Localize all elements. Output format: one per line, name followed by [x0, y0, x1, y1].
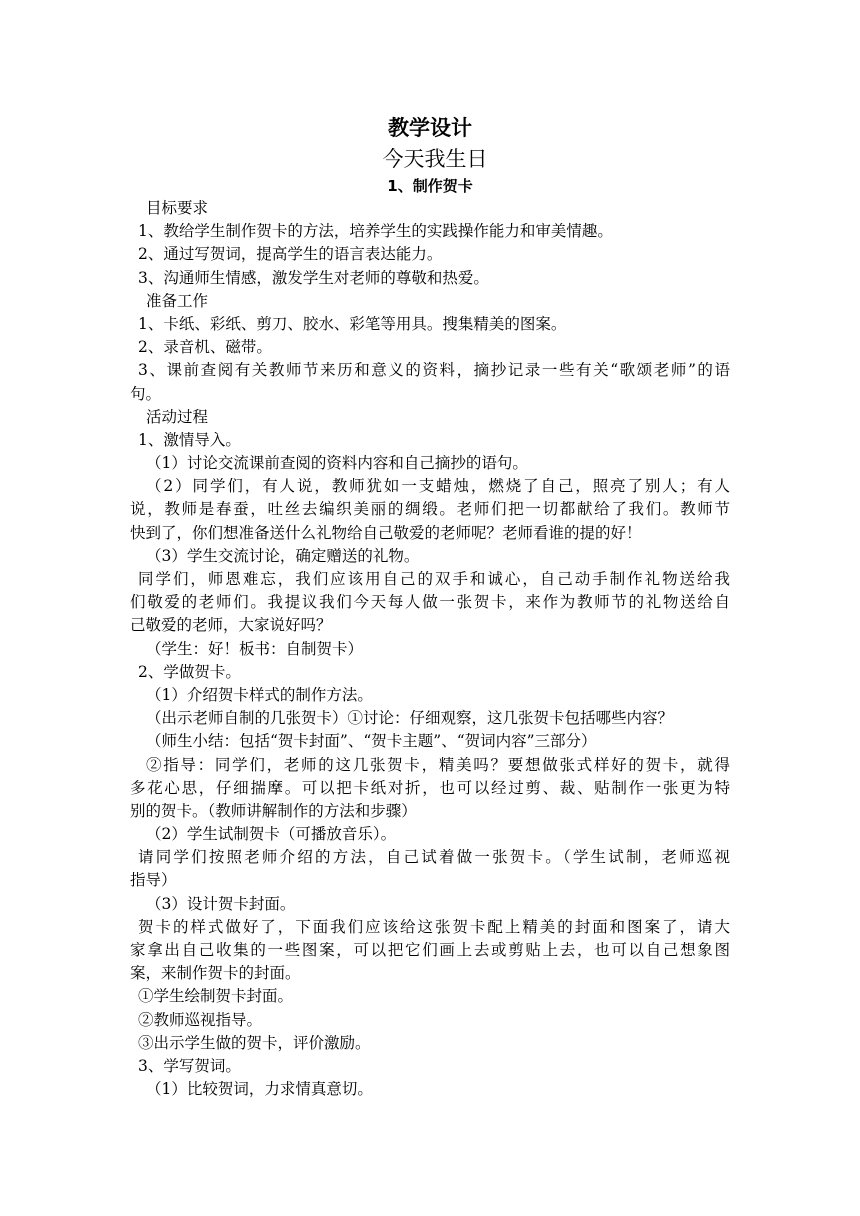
text-line: 1、激情导入。: [138, 430, 241, 449]
text-line: （学生：好！板书：自制贺卡）: [146, 639, 364, 658]
text-line: 1、教给学生制作贺卡的方法，培养学生的实践操作能力和审美情趣。: [138, 222, 613, 241]
text-line: （1）介绍贺卡样式的制作方法。: [146, 685, 373, 704]
text-line: （出示老师自制的几张贺卡）①讨论：仔细观察，这几张贺卡包括哪些内容？: [146, 709, 674, 728]
text-line: ②教师巡视指导。: [138, 1010, 263, 1029]
document-subtitle: 今天我生日: [382, 147, 488, 171]
text-line: 案，来制作贺卡的封面。: [130, 964, 301, 983]
section-title: 1、制作贺卡: [387, 177, 473, 195]
text-line: 目标要求: [146, 199, 209, 217]
text-line: 贺卡的样式做好了，下面我们应该给这张贺卡配上精美的封面和图案了，请大: [138, 917, 730, 936]
text-line: 指导）: [130, 871, 177, 890]
text-line: 多花心思，仔细揣摩。可以把卡纸对折，也可以经过剪、裁、贴制作一张更为特: [130, 778, 730, 797]
text-line: 活动过程: [146, 407, 209, 426]
text-line: 2、录音机、磁带。: [138, 338, 272, 357]
text-line: 快到了，你们想准备送什么礼物给自己敬爱的老师呢？老师看谁的提的好！: [130, 523, 642, 542]
text-line: 3、沟通师生情感，激发学生对老师的尊敬和热爱。: [138, 268, 489, 287]
document-title: 教学设计: [388, 116, 472, 140]
text-line: 3、课前查阅有关教师节来历和意义的资料，摘抄记录一些有关“歌颂老师”的语: [138, 361, 730, 380]
text-line: ③出示学生做的贺卡，评价激励。: [138, 1033, 371, 1052]
text-line: 同学们，师恩难忘，我们应该用自己的双手和诚心，自己动手制作礼物送给我: [138, 570, 730, 588]
text-line: （3）设计贺卡封面。: [146, 894, 296, 913]
text-line: 2、学做贺卡。: [138, 662, 241, 681]
text-line: 1、卡纸、彩纸、剪刀、胶水、彩笔等用具。搜集精美的图案。: [138, 314, 567, 333]
text-line: （1）讨论交流课前查阅的资料内容和自己摘抄的语句。: [146, 454, 528, 473]
text-line: 准备工作: [146, 291, 209, 310]
text-line: 2、通过写贺词，提高学生的语言表达能力。: [138, 245, 443, 264]
document-body: [130, 197, 730, 1101]
text-line: 己敬爱的老师，大家说好吗？: [130, 616, 332, 635]
text-line: ①学生绘制贺卡封面。: [138, 987, 294, 1006]
text-line: 句。: [130, 384, 162, 403]
text-line: （2）学生试制贺卡（可播放音乐）。: [146, 825, 397, 844]
text-line: （3）学生交流讨论，确定赠送的礼物。: [146, 546, 420, 565]
text-line: 们敬爱的老师们。我提议我们今天每人做一张贺卡，来作为教师节的礼物送给自: [130, 593, 730, 612]
text-line: 请同学们按照老师介绍的方法，自己试着做一张贺卡。（学生试制，老师巡视: [138, 848, 730, 867]
text-line: （2）同学们，有人说，教师犹如一支蜡烛，燃烧了自己，照亮了别人；有人: [146, 477, 730, 496]
text-line: （1）比较贺词，力求情真意切。: [146, 1080, 373, 1099]
text-line: 3、学写贺词。: [138, 1056, 241, 1075]
text-line: （师生小结：包括“贺卡封面”、“贺卡主题”、“贺词内容”三部分）: [146, 732, 597, 751]
text-line: 别的贺卡。（教师讲解制作的方法和步骤）: [130, 801, 417, 820]
text-line: 说，教师是春蚕，吐丝去编织美丽的绸缎。老师们把一切都献给了我们。教师节: [130, 500, 730, 519]
text-line: ②指导：同学们，老师的这几张贺卡，精美吗？要想做张式样好的贺卡，就得: [146, 755, 730, 774]
text-line: 家拿出自己收集的一些图案，可以把它们画上去或剪贴上去，也可以自己想象图: [130, 941, 730, 959]
